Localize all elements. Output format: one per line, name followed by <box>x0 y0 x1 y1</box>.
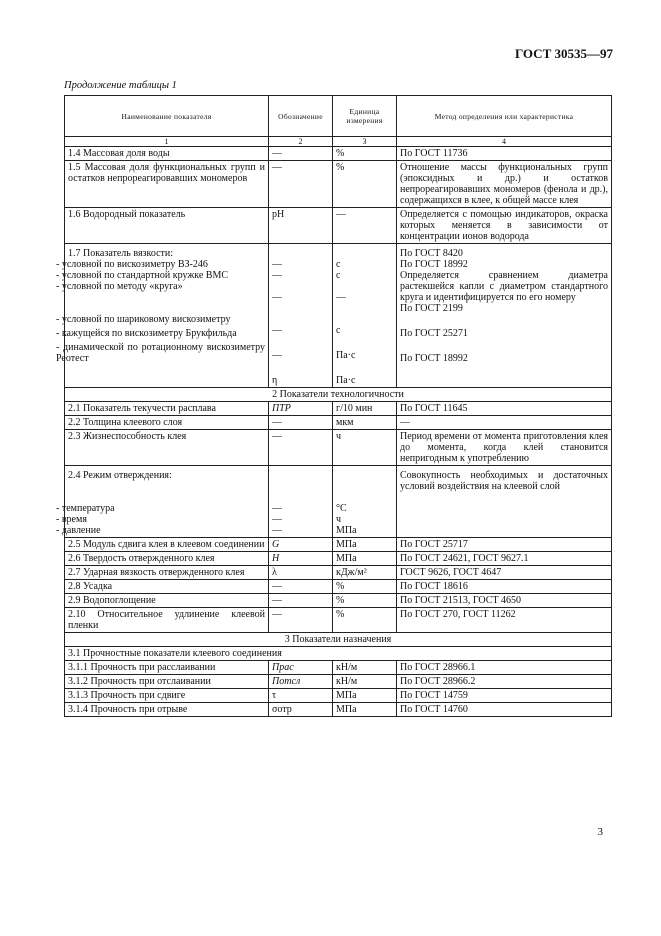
indicator-name: 2.5 Модуль сдвига клея в клеевом соединении <box>65 538 269 552</box>
indicator-unit: кН/м <box>333 675 397 689</box>
indicator-name: 3.1.2 Прочность при отслаивании <box>65 675 269 689</box>
indicator-unit: МПа <box>336 525 357 536</box>
table-continuation-label: Продолжение таблицы 1 <box>64 80 177 91</box>
indicator-method: По ГОСТ 21513, ГОСТ 4650 <box>397 594 612 608</box>
indicator-symbol: G <box>269 538 333 552</box>
indicator-unit: Па·с <box>336 375 356 386</box>
table-row <box>65 430 612 466</box>
curing-names <box>56 466 269 538</box>
column-number: 3 <box>333 137 397 147</box>
curing-units <box>333 466 397 538</box>
indicator-name: 2.1 Показатель текучести расплава <box>65 402 269 416</box>
indicator-method: Определяется с помощью индикаторов, окраска которых меняется в зависимости от концентрации ионов водорода <box>397 208 612 244</box>
column-number: 4 <box>397 137 612 147</box>
indicator-sub-name: - динамической по ротационному вискозиметру Реотест <box>56 342 265 364</box>
indicator-unit: ч <box>333 430 397 466</box>
table-row <box>65 566 612 580</box>
indicator-symbol: H <box>269 552 333 566</box>
indicator-sub-name: - кажущейся по вискозиметру Брукфильда <box>56 328 237 339</box>
table-row <box>65 416 612 430</box>
table-row <box>65 538 612 552</box>
indicator-symbol: pH <box>269 208 333 244</box>
table-row <box>65 161 612 208</box>
indicator-unit: кДж/м² <box>333 566 397 580</box>
indicator-method: — <box>397 416 612 430</box>
indicator-method: По ГОСТ 11645 <box>397 402 612 416</box>
table-row <box>65 552 612 566</box>
section-title: 3 Показатели назначения <box>65 633 612 647</box>
indicator-name: 1.5 Массовая доля функциональных групп и остатков непрореагировавших мономеров <box>65 161 269 208</box>
indicator-symbol: — <box>272 270 282 281</box>
indicator-name: 2.2 Толщина клеевого слоя <box>65 416 269 430</box>
indicator-name: 2.7 Ударная вязкость отвержденного клея <box>65 566 269 580</box>
indicator-unit: с <box>336 270 341 281</box>
indicator-symbol: — <box>269 594 333 608</box>
indicator-symbol: η <box>272 375 278 386</box>
indicator-unit: % <box>333 594 397 608</box>
specification-table <box>56 95 612 717</box>
column-header-method: Метод определения или характеристика <box>397 96 612 137</box>
table-row <box>65 580 612 594</box>
indicator-name: 3.1.1 Прочность при расслаивании <box>65 661 269 675</box>
indicator-unit: г/10 мин <box>333 402 397 416</box>
indicator-symbol: σотр <box>269 703 333 717</box>
indicator-name: 2.4 Режим отверждения: <box>68 470 172 481</box>
document-header: ГОСТ 30535—97 <box>514 46 613 61</box>
indicator-sub-name: - температура <box>56 503 115 514</box>
indicator-unit: — <box>333 208 397 244</box>
table-row <box>65 703 612 717</box>
table-row-viscosity <box>65 244 612 388</box>
indicator-symbol: Потсл <box>269 675 333 689</box>
indicator-sub-name: - условной по вискозиметру ВЗ-246 <box>56 259 208 270</box>
column-header-unit: Единица измерения <box>333 96 397 137</box>
indicator-symbol: Прас <box>269 661 333 675</box>
subsection-title: 3.1 Прочностные показатели клеевого соединения <box>65 647 612 661</box>
column-number-row <box>65 137 612 147</box>
column-number: 2 <box>269 137 333 147</box>
indicator-symbol: — <box>272 259 282 270</box>
indicator-method: По ГОСТ 8420 <box>400 248 463 259</box>
indicator-method: По ГОСТ 18616 <box>397 580 612 594</box>
indicator-sub-name: - условной по методу «круга» <box>56 281 183 292</box>
column-number: 1 <box>65 137 269 147</box>
indicator-symbol: — <box>272 350 282 361</box>
indicator-method: По ГОСТ 28966.1 <box>397 661 612 675</box>
section-row <box>65 388 612 402</box>
indicator-sub-name: - давление <box>56 525 101 536</box>
section-title: 2 Показатели технологичности <box>65 388 612 402</box>
indicator-unit: МПа <box>333 538 397 552</box>
indicator-symbol: — <box>272 514 282 525</box>
indicator-method: По ГОСТ 2199 <box>400 303 463 314</box>
subsection-row <box>65 647 612 661</box>
indicator-name: 2.6 Твердость отвержденного клея <box>65 552 269 566</box>
viscosity-symbols <box>269 244 333 388</box>
indicator-unit: °С <box>336 503 347 514</box>
indicator-unit: % <box>333 608 397 633</box>
indicator-unit: % <box>333 580 397 594</box>
column-header-name: Наименование показателя <box>65 96 269 137</box>
table-row <box>65 661 612 675</box>
page-number: 3 <box>597 826 603 838</box>
indicator-method: По ГОСТ 25717 <box>397 538 612 552</box>
viscosity-methods <box>397 244 612 388</box>
table-row <box>65 208 612 244</box>
indicator-symbol: — <box>272 525 282 536</box>
indicator-method: ГОСТ 9626, ГОСТ 4647 <box>397 566 612 580</box>
indicator-symbol: λ <box>269 566 333 580</box>
viscosity-units <box>333 244 397 388</box>
indicator-symbol: — <box>269 147 333 161</box>
indicator-method: По ГОСТ 14760 <box>397 703 612 717</box>
column-header-symbol: Обозначение <box>269 96 333 137</box>
indicator-method: По ГОСТ 11736 <box>397 147 612 161</box>
indicator-symbol: — <box>272 503 282 514</box>
indicator-unit: — <box>336 292 346 303</box>
indicator-unit: ч <box>336 514 342 525</box>
curing-symbols <box>269 466 333 538</box>
indicator-name: 2.8 Усадка <box>65 580 269 594</box>
indicator-name: 2.9 Водопоглощение <box>65 594 269 608</box>
table-row <box>65 689 612 703</box>
indicator-symbol: — <box>272 292 282 303</box>
indicator-name: 2.10 Относительное удлинение клеевой пленки <box>65 608 269 633</box>
indicator-unit: МПа <box>333 689 397 703</box>
indicator-method: Совокупность необходимых и достаточных условий воздействия на клеевой слой <box>397 466 612 538</box>
section-row <box>65 633 612 647</box>
table-header-row <box>65 96 612 137</box>
indicator-sub-name: - время <box>56 514 87 525</box>
indicator-unit: % <box>333 161 397 208</box>
indicator-name: 2.3 Жизнеспособность клея <box>65 430 269 466</box>
indicator-symbol: — <box>269 416 333 430</box>
indicator-name: 1.6 Водородный показатель <box>65 208 269 244</box>
indicator-name: 3.1.3 Прочность при сдвиге <box>65 689 269 703</box>
indicator-sub-name: - условной по стандартной кружке ВМС <box>56 270 229 281</box>
indicator-method: По ГОСТ 18992 <box>400 259 468 270</box>
table-row <box>65 608 612 633</box>
indicator-method: Период времени от момента приготовления клея до момента, когда клей становится непригодным к употреблению <box>397 430 612 466</box>
indicator-name: 1.7 Показатель вязкости: <box>68 248 174 259</box>
indicator-method: По ГОСТ 18992 <box>400 353 468 364</box>
indicator-method: По ГОСТ 24621, ГОСТ 9627.1 <box>397 552 612 566</box>
indicator-method: По ГОСТ 25271 <box>400 328 468 339</box>
table-row-curing <box>65 466 612 538</box>
indicator-sub-name: - условной по шариковому вискозиметру <box>56 314 231 325</box>
indicator-symbol: ПТР <box>269 402 333 416</box>
indicator-unit: Па·с <box>336 350 356 361</box>
indicator-symbol: — <box>269 161 333 208</box>
indicator-unit: мкм <box>333 416 397 430</box>
indicator-method: Отношение массы функциональных групп (эпоксидных и др.) и остатков непрореагировавших мономеров (фенола и др.), содержащихся в клее, к общей массе клея <box>397 161 612 208</box>
viscosity-names <box>56 244 269 388</box>
indicator-symbol: — <box>272 325 282 336</box>
indicator-method: По ГОСТ 270, ГОСТ 11262 <box>397 608 612 633</box>
indicator-symbol: — <box>269 608 333 633</box>
indicator-symbol: — <box>269 580 333 594</box>
table-row <box>65 147 612 161</box>
indicator-name: 3.1.4 Прочность при отрыве <box>65 703 269 717</box>
indicator-method: По ГОСТ 14759 <box>397 689 612 703</box>
indicator-unit: кН/м <box>333 661 397 675</box>
table-row <box>65 402 612 416</box>
indicator-name: 1.4 Массовая доля воды <box>65 147 269 161</box>
indicator-unit: с <box>336 325 341 336</box>
indicator-unit: % <box>333 147 397 161</box>
table-row <box>65 675 612 689</box>
indicator-symbol: τ <box>269 689 333 703</box>
table-row <box>65 594 612 608</box>
indicator-unit: МПа <box>333 703 397 717</box>
indicator-symbol: — <box>269 430 333 466</box>
indicator-method: Определяется сравнением диаметра растекшейся капли с диаметром стандартного круга и идентифицируется по его номеру <box>400 270 608 303</box>
indicator-unit: с <box>336 259 341 270</box>
indicator-unit: МПа <box>333 552 397 566</box>
indicator-method: По ГОСТ 28966.2 <box>397 675 612 689</box>
